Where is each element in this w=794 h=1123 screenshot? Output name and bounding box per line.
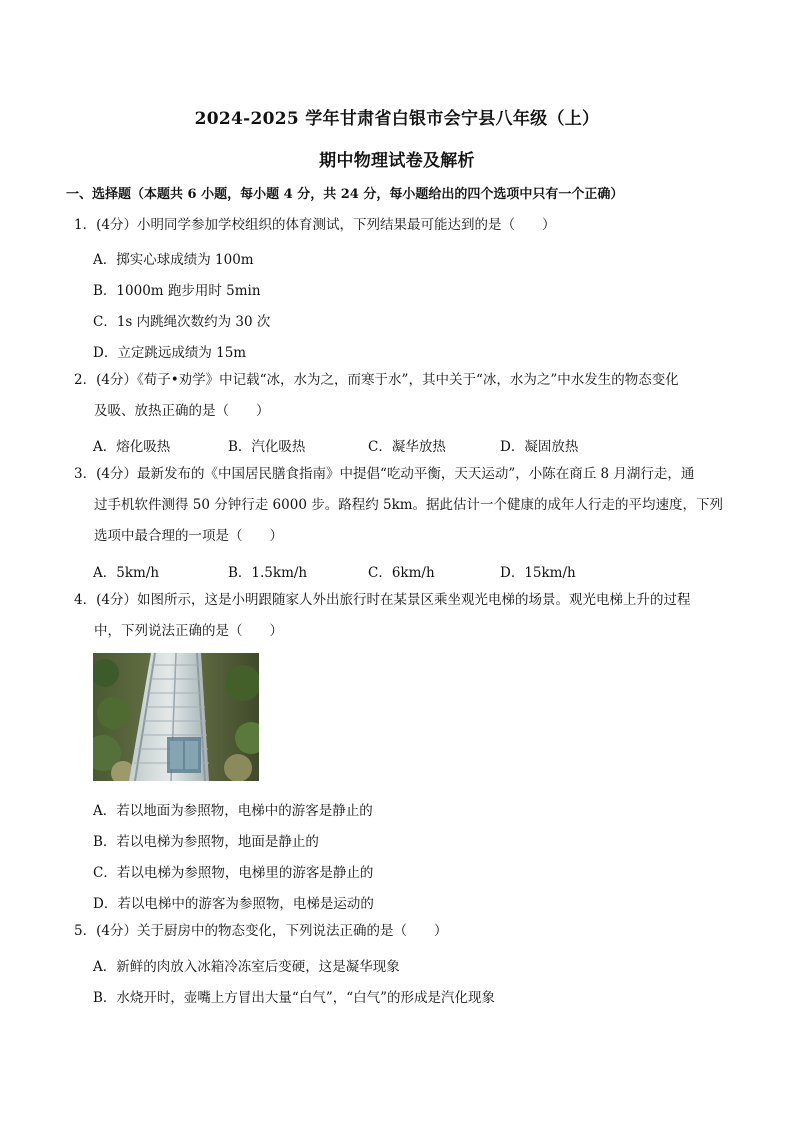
question-5-text: 5．(4分）关于厨房中的物态变化，下列说法正确的是（ ） <box>74 923 448 939</box>
question-4-stem <box>74 585 724 647</box>
question-1-option-c: C．1s 内跳绳次数约为 30 次 <box>93 314 271 330</box>
question-3-text-line2: 过手机软件测得 50 分钟行走 6000 步。路程约 5km。据此估计一个健康的成年人行走的平均速度，下列 <box>94 497 724 513</box>
question-4-option-d: D．若以电梯中的游客为参照物，电梯是运动的 <box>93 896 374 912</box>
question-4-option-c: C．若以电梯为参照物，电梯里的游客是静止的 <box>93 865 374 881</box>
question-2-text-line2: 及吸、放热正确的是（ ） <box>94 403 270 419</box>
question-3-stem <box>74 459 724 552</box>
question-4-option-b: B．若以电梯为参照物，地面是静止的 <box>93 834 319 850</box>
question-2-option-b: B．汽化吸热 <box>228 439 306 455</box>
exam-title-line1: 2024-2025 学年甘肃省白银市会宁县八年级（上） <box>194 109 600 129</box>
section-heading-multiple-choice: 一、选择题（本题共 6 小题，每小题 4 分，共 24 分，每小题给出的四个选项中只有一个正确） <box>66 187 624 202</box>
question-2-option-d: D．凝固放热 <box>500 439 579 455</box>
question-2-option-a: A．熔化吸热 <box>93 439 171 455</box>
question-3-option-d: D．15km/h <box>500 565 576 581</box>
question-3-option-c: C．6km/h <box>368 565 435 581</box>
question-2-stem <box>74 365 724 427</box>
question-1-option-a: A．掷实心球成绩为 100m <box>93 252 254 268</box>
question-5-option-b: B．水烧开时，壶嘴上方冒出大量“白气”，“白气”的形成是汽化现象 <box>93 990 496 1006</box>
question-1-option-d: D．立定跳远成绩为 15m <box>93 345 247 361</box>
question-4-text-line2: 中，下列说法正确的是（ ） <box>94 623 283 639</box>
question-1-option-b: B．1000m 跑步用时 5min <box>93 283 261 299</box>
question-2-option-c: C．凝华放热 <box>368 439 446 455</box>
question-3-option-b: B．1.5km/h <box>228 565 308 581</box>
question-5-stem <box>74 916 724 947</box>
sightseeing-elevator-photo <box>93 653 259 781</box>
question-4-text-line1: 4．(4分）如图所示，这是小明跟随家人外出旅行时在某景区乘坐观光电梯的场景。观光电梯上升的过程 <box>74 592 691 608</box>
question-1-stem <box>74 210 724 241</box>
exam-title-line2: 期中物理试卷及解析 <box>319 151 475 171</box>
question-3-text-line3: 选项中最合理的一项是（ ） <box>94 528 283 544</box>
question-5-option-a: A．新鲜的肉放入冰箱冷冻室后变硬，这是凝华现象 <box>93 959 400 975</box>
question-1-text: 1．(4分）小明同学参加学校组织的体育测试，下列结果最可能达到的是（ ） <box>74 217 556 233</box>
question-2-text-line1: 2．(4分）《荀子•劝学》中记载“冰，水为之，而寒于水”，其中关于“冰，水为之”中水发生的物态变化 <box>74 372 679 388</box>
question-4-option-a: A．若以地面为参照物，电梯中的游客是静止的 <box>93 803 373 819</box>
question-3-text-line1: 3．(4分）最新发布的《中国居民膳食指南》中提倡“吃动平衡，天天运动”，小陈在商丘 8 月湖行走，通 <box>74 466 695 482</box>
question-3-option-a: A．5km/h <box>93 565 160 581</box>
